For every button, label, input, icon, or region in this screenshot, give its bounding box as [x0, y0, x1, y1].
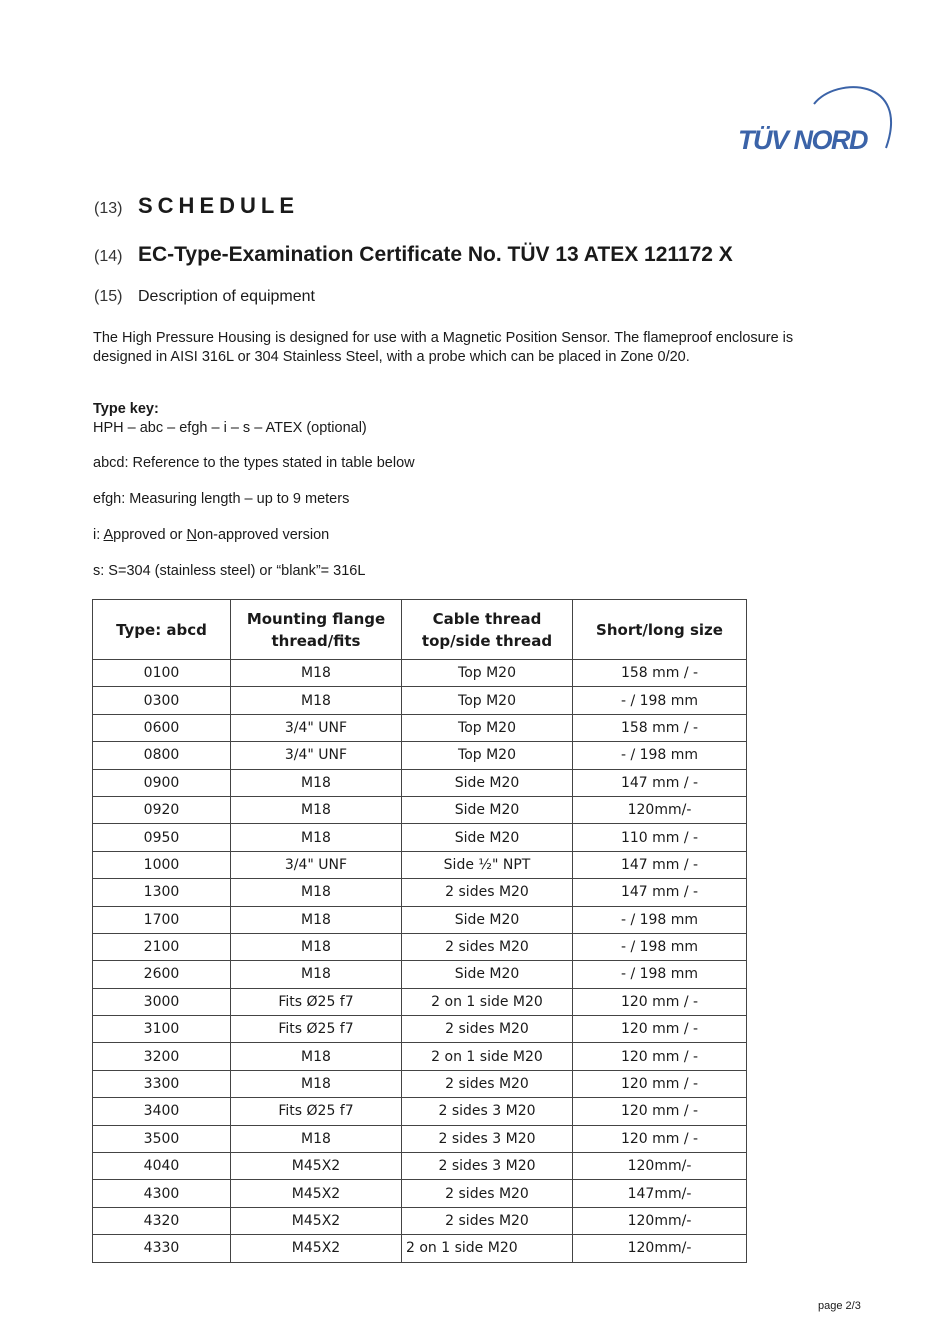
table-row	[93, 988, 747, 1015]
cell-type: 4330	[93, 1235, 231, 1262]
section-13	[94, 193, 299, 219]
cell-size: 110 mm / -	[573, 824, 747, 851]
cell-mounting: M18	[231, 933, 402, 960]
cell-cable: 2 sides M20	[402, 1207, 573, 1234]
paragraph-line: designed in AISI 316L or 304 Stainless Steel, with a probe which can be placed in Zone 0/20.	[93, 349, 690, 365]
cell-size: 120 mm / -	[573, 1043, 747, 1070]
cell-cable: 2 on 1 side M20	[402, 1235, 573, 1262]
cell-cable: Side M20	[402, 961, 573, 988]
type-key	[93, 400, 367, 438]
cell-size: 158 mm / -	[573, 660, 747, 687]
cell-size: 120 mm / -	[573, 988, 747, 1015]
type-key-pattern: HPH – abc – efgh – i – s – ATEX (optional)	[93, 420, 367, 436]
cell-cable: 2 sides M20	[402, 933, 573, 960]
cell-mounting: M45X2	[231, 1235, 402, 1262]
cell-size: - / 198 mm	[573, 933, 747, 960]
cell-size: - / 198 mm	[573, 687, 747, 714]
cell-type: 1700	[93, 906, 231, 933]
cell-type: 0300	[93, 687, 231, 714]
section-15	[94, 288, 315, 306]
cell-mounting: Fits Ø25 f7	[231, 1016, 402, 1043]
cell-type: 3400	[93, 1098, 231, 1125]
cell-mounting: M45X2	[231, 1153, 402, 1180]
cell-size: 147mm/-	[573, 1180, 747, 1207]
table-row	[93, 687, 747, 714]
cell-mounting: M18	[231, 879, 402, 906]
table-row	[93, 660, 747, 687]
header-mounting	[231, 600, 402, 660]
table-row	[93, 1207, 747, 1234]
table-header-row	[93, 600, 747, 660]
cell-type: 0900	[93, 769, 231, 796]
header-type: Type: abcd	[93, 600, 231, 660]
header-size: Short/long size	[573, 600, 747, 660]
table-row	[93, 1016, 747, 1043]
cell-type: 4320	[93, 1207, 231, 1234]
cell-type: 0100	[93, 660, 231, 687]
cell-type: 4300	[93, 1180, 231, 1207]
section-number: (13)	[94, 200, 123, 217]
cell-mounting: M18	[231, 660, 402, 687]
cell-cable: 2 sides M20	[402, 1070, 573, 1097]
cell-type: 3000	[93, 988, 231, 1015]
table-row	[93, 1180, 747, 1207]
cell-cable: 2 sides 3 M20	[402, 1153, 573, 1180]
cell-type: 1300	[93, 879, 231, 906]
type-key-heading: Type key:	[93, 401, 159, 417]
cell-cable: Side M20	[402, 796, 573, 823]
table-row	[93, 1043, 747, 1070]
type-key-i-a: A	[103, 527, 114, 543]
type-key-i-n: N	[186, 527, 197, 543]
table-row	[93, 714, 747, 741]
cell-type: 2100	[93, 933, 231, 960]
cell-type: 0800	[93, 742, 231, 769]
table-row	[93, 933, 747, 960]
cell-mounting: M18	[231, 769, 402, 796]
cell-cable: Top M20	[402, 660, 573, 687]
type-key-i-mid2: on-approved version	[197, 527, 330, 543]
cell-type: 3100	[93, 1016, 231, 1043]
cell-mounting: 3/4" UNF	[231, 851, 402, 878]
cell-size: 147 mm / -	[573, 769, 747, 796]
certificate-title: EC-Type-Examination Certificate No. TÜV 13 ATEX 121172 X	[138, 243, 733, 266]
cell-cable: 2 sides M20	[402, 879, 573, 906]
cell-mounting: M18	[231, 1125, 402, 1152]
table-row	[93, 824, 747, 851]
type-key-i-mid1: pproved or	[113, 527, 187, 543]
cell-size: 120 mm / -	[573, 1098, 747, 1125]
table-row	[93, 796, 747, 823]
type-key-abcd: abcd: Reference to the types stated in table below	[93, 455, 415, 471]
table-row	[93, 1098, 747, 1125]
cell-cable: Side M20	[402, 769, 573, 796]
cell-cable: Side M20	[402, 824, 573, 851]
type-key-i	[93, 527, 329, 543]
cell-size: - / 198 mm	[573, 961, 747, 988]
section-number: (15)	[94, 288, 123, 305]
logo-text: TÜV NORD	[738, 125, 867, 155]
cell-mounting: M18	[231, 687, 402, 714]
cell-size: 120 mm / -	[573, 1070, 747, 1097]
cell-type: 0950	[93, 824, 231, 851]
cell-mounting: M18	[231, 961, 402, 988]
cell-size: 147 mm / -	[573, 851, 747, 878]
cell-size: - / 198 mm	[573, 742, 747, 769]
cell-mounting: M45X2	[231, 1207, 402, 1234]
type-key-i-prefix: i:	[93, 527, 104, 543]
cell-mounting: M45X2	[231, 1180, 402, 1207]
cell-cable: 2 sides 3 M20	[402, 1125, 573, 1152]
cell-size: 120 mm / -	[573, 1016, 747, 1043]
cell-size: 120mm/-	[573, 1207, 747, 1234]
cell-type: 3300	[93, 1070, 231, 1097]
table-row	[93, 851, 747, 878]
cell-type: 3200	[93, 1043, 231, 1070]
cell-mounting: M18	[231, 1070, 402, 1097]
cell-type: 0920	[93, 796, 231, 823]
cell-size: 158 mm / -	[573, 714, 747, 741]
paragraph-line: The High Pressure Housing is designed for use with a Magnetic Position Sensor. The flameproof enclosure is	[93, 330, 794, 346]
description-title: Description of equipment	[138, 288, 315, 305]
header-mounting-line1: Mounting flange	[246, 609, 386, 628]
header-cable-line1: Cable thread	[432, 609, 542, 628]
cell-cable: 2 sides M20	[402, 1016, 573, 1043]
cell-cable: 2 sides 3 M20	[402, 1098, 573, 1125]
cell-cable: Top M20	[402, 687, 573, 714]
cell-mounting: M18	[231, 1043, 402, 1070]
cell-cable: Top M20	[402, 714, 573, 741]
cell-size: 120mm/-	[573, 1153, 747, 1180]
cell-mounting: M18	[231, 906, 402, 933]
cell-size: 147 mm / -	[573, 879, 747, 906]
cell-mounting: 3/4" UNF	[231, 742, 402, 769]
cell-type: 4040	[93, 1153, 231, 1180]
cell-mounting: Fits Ø25 f7	[231, 988, 402, 1015]
cell-cable: Top M20	[402, 742, 573, 769]
cell-cable: Side ½" NPT	[402, 851, 573, 878]
cell-size: - / 198 mm	[573, 906, 747, 933]
cell-mounting: Fits Ø25 f7	[231, 1098, 402, 1125]
section-14	[94, 243, 733, 267]
cell-cable: Side M20	[402, 906, 573, 933]
table-row	[93, 1153, 747, 1180]
table-row	[93, 906, 747, 933]
cell-cable: 2 on 1 side M20	[402, 1043, 573, 1070]
header-cable	[402, 600, 573, 660]
cell-mounting: 3/4" UNF	[231, 714, 402, 741]
cell-type: 1000	[93, 851, 231, 878]
cell-mounting: M18	[231, 824, 402, 851]
header-mounting-line2: thread/fits	[271, 631, 361, 650]
header-cable-line2: top/side thread	[421, 631, 553, 650]
cell-type: 0600	[93, 714, 231, 741]
section-number: (14)	[94, 248, 123, 265]
tuv-nord-logo	[736, 78, 896, 158]
description-paragraph	[93, 329, 863, 367]
table-row	[93, 961, 747, 988]
cell-size: 120 mm / -	[573, 1125, 747, 1152]
table-row	[93, 1235, 747, 1262]
cell-cable: 2 sides M20	[402, 1180, 573, 1207]
type-key-s: s: S=304 (stainless steel) or “blank”= 316L	[93, 563, 366, 579]
cell-type: 3500	[93, 1125, 231, 1152]
table-row	[93, 1070, 747, 1097]
table-row	[93, 879, 747, 906]
page-number: page 2/3	[818, 1300, 861, 1312]
table-row	[93, 1125, 747, 1152]
cell-size: 120mm/-	[573, 1235, 747, 1262]
cell-type: 2600	[93, 961, 231, 988]
cell-size: 120mm/-	[573, 796, 747, 823]
table-row	[93, 769, 747, 796]
table-row	[93, 742, 747, 769]
types-table	[92, 599, 747, 1263]
cell-mounting: M18	[231, 796, 402, 823]
schedule-title: SCHEDULE	[138, 193, 300, 218]
cell-cable: 2 on 1 side M20	[402, 988, 573, 1015]
type-key-efgh: efgh: Measuring length – up to 9 meters	[93, 491, 350, 507]
